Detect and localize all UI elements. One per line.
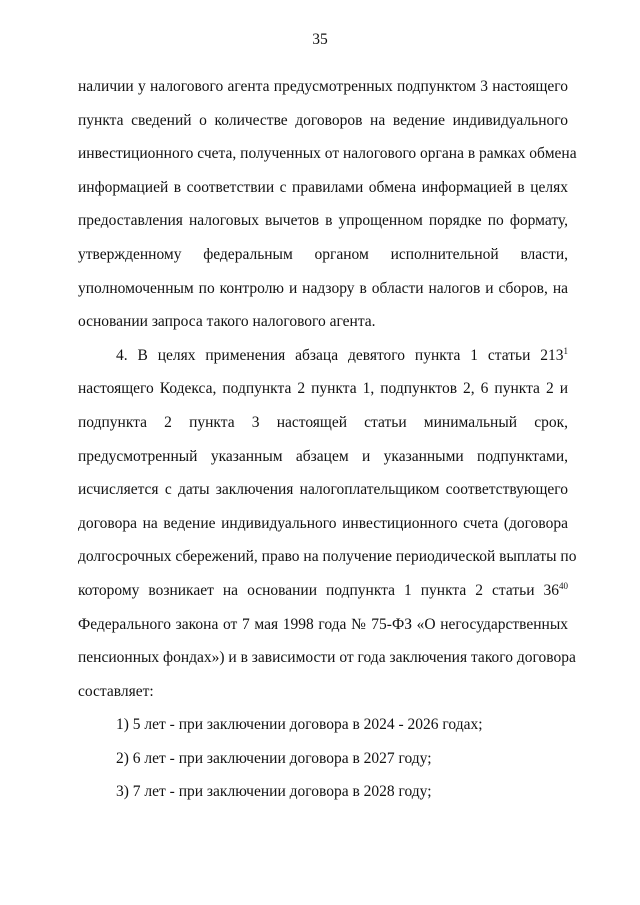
text-line: утвержденному федеральным органом исполнительной власти, xyxy=(78,245,568,263)
page-number: 35 xyxy=(312,31,328,48)
paragraph-continuation xyxy=(78,74,577,343)
text-line: исчисляется с даты заключения налогоплательщиком соответствующего xyxy=(78,481,568,499)
text-segment: которому возникает на основании подпункта 1 пункта 2 статьи 36 xyxy=(78,581,559,599)
list-item: 1) 5 лет - при заключении договора в 2024 - 2026 годах; xyxy=(116,716,483,734)
superscript: 1 xyxy=(563,345,568,356)
text-segment: 4. В целях применения абзаца девятого пункта 1 статьи 213 xyxy=(116,346,564,364)
superscript: 40 xyxy=(559,580,568,591)
text-line xyxy=(78,343,568,377)
text-line: настоящего Кодекса, подпункта 2 пункта 1, подпунктов 2, 6 пункта 2 и xyxy=(78,380,568,398)
text-line: предоставления налоговых вычетов в упрощенном порядке по формату, xyxy=(78,212,568,230)
document-body xyxy=(78,74,577,813)
text-line: уполномоченным по контролю и надзору в области налогов и сборов, на xyxy=(78,279,568,297)
text-line: договора на ведение индивидуального инвестиционного счета (договора xyxy=(78,514,568,532)
term-list xyxy=(78,712,568,813)
text-line: подпункта 2 пункта 3 настоящей статьи минимальный срок, xyxy=(78,413,568,431)
text-line: предусмотренный указанным абзацем и указанными подпунктами, xyxy=(78,447,568,465)
list-item: 2) 6 лет - при заключении договора в 2027 году; xyxy=(116,749,432,767)
text-line xyxy=(78,578,568,612)
paragraph-4 xyxy=(78,343,577,713)
text-line: пенсионных фондах») и в зависимости от года заключения такого договора xyxy=(78,649,576,667)
text-line: инвестиционного счета, полученных от налогового органа в рамках обмена xyxy=(78,145,577,163)
text-line: пункта сведений о количестве договоров на ведение индивидуального xyxy=(78,111,568,129)
text-line: наличии у налогового агента предусмотренных подпунктом 3 настоящего xyxy=(78,78,568,95)
text-line: составляет: xyxy=(78,682,154,700)
text-line: основании запроса такого налогового агента. xyxy=(78,313,376,331)
list-item: 3) 7 лет - при заключении договора в 2028 году; xyxy=(116,783,432,801)
text-line: Федерального закона от 7 мая 1998 года № 75-ФЗ «О негосударственных xyxy=(78,615,568,633)
text-line: информацией в соответствии с правилами обмена информацией в целях xyxy=(78,178,568,196)
text-line: долгосрочных сбережений, право на получение периодической выплаты по xyxy=(78,548,577,566)
